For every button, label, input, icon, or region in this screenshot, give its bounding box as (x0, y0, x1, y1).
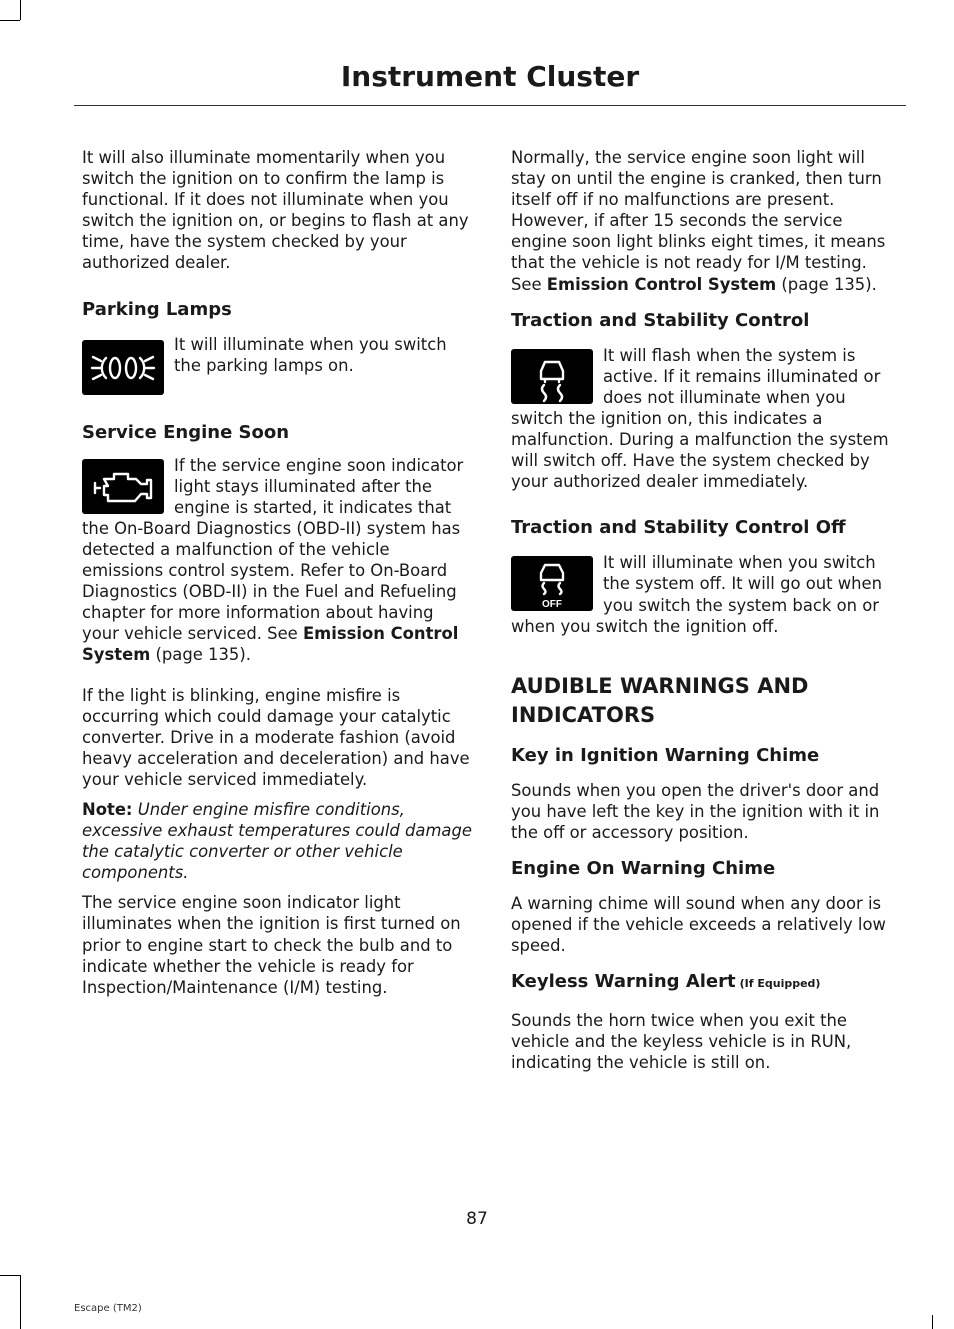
traction-control-off-text: It will illuminate when you switch the system off. It will go out when you switch the system back on or when you switch the ignition off. (511, 553, 883, 636)
page-title: Instrument Cluster (340, 60, 640, 93)
emission-control-link[interactable]: Emission Control System (546, 274, 777, 294)
document-id: Escape (TM2) (74, 1303, 142, 1314)
keyless-text: Sounds the horn twice when you exit the vehicle and the keyless vehicle is in RUN, indicating the vehicle is still on. (511, 1011, 852, 1073)
traction-control-off-heading: Traction and Stability Control Off (511, 517, 846, 539)
crop-mark (20, 0, 21, 20)
service-engine-heading: Service Engine Soon (82, 421, 290, 443)
intro-paragraph: It will also illuminate momentarily when you switch the ignition on to confirm the lamp is functional. If it does not illuminate when you switch the ignition on, or begins to flash at any time, have the system checked by your authorized dealer. (82, 148, 469, 273)
blinking-paragraph: If the light is blinking, engine misfire is occurring which could damage your catalytic converter. Drive in a moderate fashion (avoid heavy acceleration and deceleration) and have your vehicle serviced immediately. (82, 685, 470, 789)
normally-body: Normally, the service engine soon light will stay on until the engine is cranked, then turn itself off if no malfunctions are present. However, if after 15 seconds the service engine soon light blinks eight times, it means that the vehicle is not ready for I/M testing. See (511, 148, 886, 294)
right-column (511, 147, 901, 1074)
if-equipped-label: (If Equipped) (739, 977, 821, 991)
key-ignition-text: Sounds when you open the driver's door and you have left the key in the ignition with it in the off or accessory position. (511, 780, 880, 842)
title-divider (74, 105, 906, 106)
left-column (82, 147, 472, 998)
engine-on-text: A warning chime will sound when any door is opened if the vehicle exceeds a relatively low speed. (511, 893, 886, 956)
audible-warnings-heading: AUDIBLE WARNINGS AND INDICATORS (511, 673, 809, 727)
parking-lamps-block (82, 336, 472, 397)
traction-control-text: It will flash when the system is active. If it remains illuminated or does not illuminate when you switch the ignition on, this indicates a malfunction. During a malfunction the system will switch off. Have the system checked by your authorized dealer immediately. (511, 345, 889, 492)
im-testing-paragraph: The service engine soon indicator light illuminates when the ignition is first turned on prior to engine start to check the bulb and to indicate whether the vehicle is ready for Inspection/Maintenance (I/M) testing. (82, 893, 461, 997)
note-paragraph (82, 799, 472, 883)
check-engine-icon (82, 459, 164, 514)
crop-mark (932, 1315, 933, 1329)
page-reference: (page 135). (150, 645, 251, 665)
off-label: OFF (542, 599, 562, 611)
page-number: 87 (466, 1209, 488, 1229)
crop-mark (0, 1275, 20, 1276)
page-reference: (page 135). (776, 274, 877, 294)
service-engine-body: If the service engine soon indicator light stays illuminated after the engine is started, it indicates that the On-Board Diagnostics (OBD-II) system has detected a malfunction of the vehicle emissions control system. Refer to On-Board Diagnostics (OBD-II) in the Fuel and Refueling chapter for more information about having your vehicle serviced. See (82, 455, 464, 644)
traction-control-icon (511, 349, 593, 404)
parking-lamps-text: It will illuminate when you switch the parking lamps on. (174, 335, 447, 375)
emission-control-link[interactable]: Emission Control System (82, 624, 459, 665)
traction-control-off-block (511, 552, 901, 636)
traction-control-off-icon (511, 556, 593, 611)
keyless-heading-text: Keyless Warning Alert (511, 971, 736, 993)
crop-mark (0, 20, 20, 21)
crop-mark (20, 1275, 21, 1329)
normally-paragraph (511, 147, 901, 295)
note-label: Note: (82, 799, 133, 819)
parking-lamps-heading: Parking Lamps (82, 298, 232, 320)
traction-control-block (511, 345, 901, 493)
note-text: Under engine misfire conditions, excessive exhaust temperatures could damage the catalytic converter or other vehicle components. (82, 799, 472, 883)
service-engine-block (82, 455, 472, 666)
parking-lamps-icon (82, 340, 164, 395)
engine-on-heading: Engine On Warning Chime (511, 857, 776, 879)
traction-control-heading: Traction and Stability Control (511, 309, 810, 331)
keyless-heading (511, 970, 901, 996)
key-ignition-heading: Key in Ignition Warning Chime (511, 744, 820, 766)
